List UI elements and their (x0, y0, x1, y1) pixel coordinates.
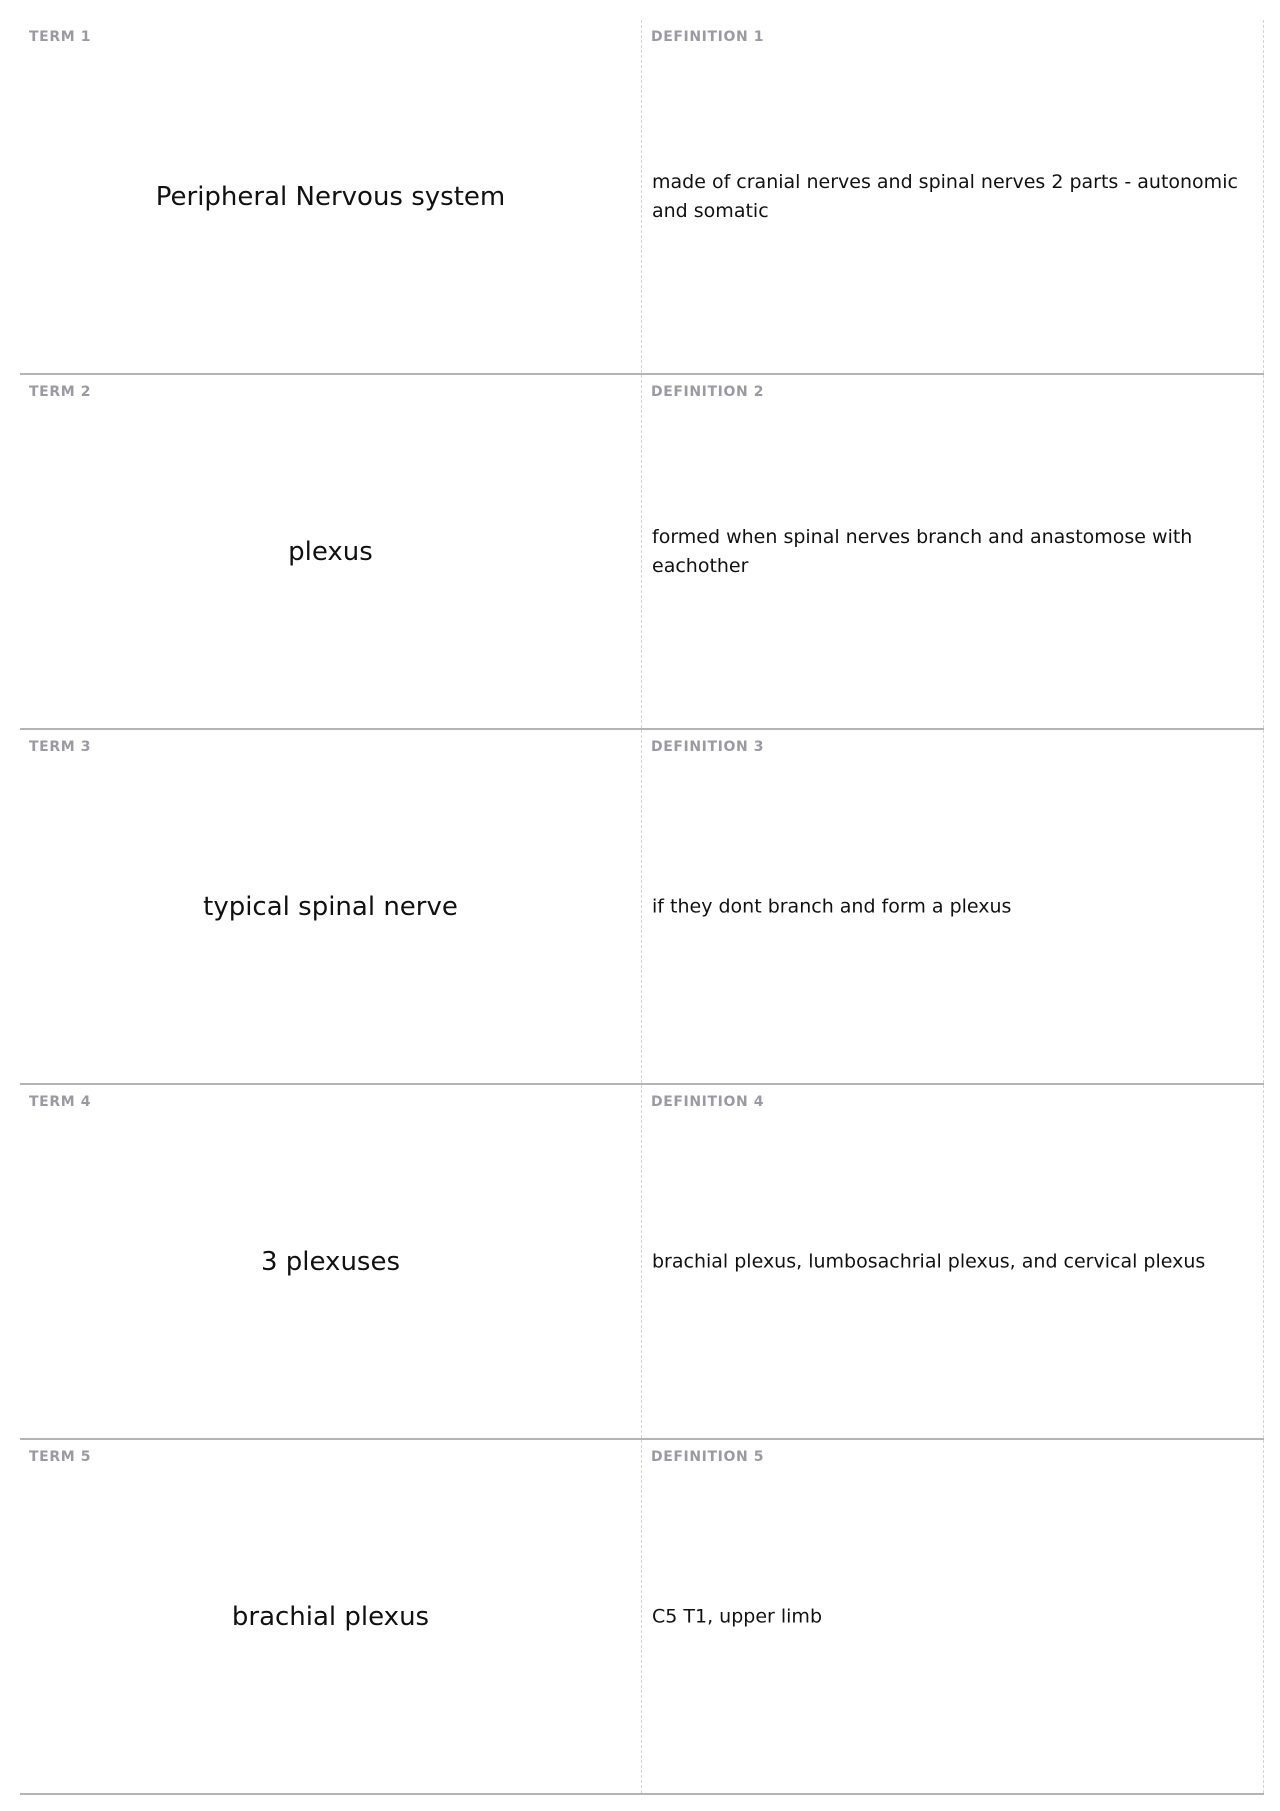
card-row-5 (20, 1440, 1264, 1795)
term-label: TERM 4 (29, 1094, 92, 1110)
card-row-1 (20, 20, 1264, 375)
definition-cell (642, 20, 1264, 373)
term-label: TERM 2 (29, 384, 92, 400)
term-text: brachial plexus (231, 1601, 430, 1632)
card-row-2 (20, 375, 1264, 730)
definition-text: C5 T1, upper limb (652, 1605, 822, 1627)
card-row-3 (20, 730, 1264, 1085)
definition-cell (642, 1440, 1264, 1793)
definition-cell (642, 730, 1264, 1083)
term-cell (20, 1440, 642, 1793)
term-text: plexus (288, 536, 373, 567)
definition-text: formed when spinal nerves branch and anastomose with eachother (652, 525, 1193, 577)
term-cell (20, 375, 642, 728)
term-label: TERM 5 (29, 1449, 92, 1465)
term-text: Peripheral Nervous system (155, 181, 506, 212)
definition-label: DEFINITION 2 (651, 384, 765, 400)
term-cell (20, 20, 642, 373)
card-row-4 (20, 1085, 1264, 1440)
term-cell (20, 730, 642, 1083)
definition-text: if they dont branch and form a plexus (652, 895, 1012, 917)
definition-cell (642, 375, 1264, 728)
term-label: TERM 3 (29, 739, 92, 755)
definition-label: DEFINITION 3 (651, 739, 765, 755)
definition-text: made of cranial nerves and spinal nerves 2 parts - autonomic and somatic (652, 170, 1238, 222)
definition-cell (642, 1085, 1264, 1438)
flashcard-sheet (20, 20, 1264, 1795)
definition-label: DEFINITION 1 (651, 29, 765, 45)
term-text: typical spinal nerve (203, 891, 458, 922)
term-label: TERM 1 (29, 29, 92, 45)
term-cell (20, 1085, 642, 1438)
definition-label: DEFINITION 4 (651, 1094, 765, 1110)
term-text: 3 plexuses (260, 1246, 401, 1277)
definition-text: brachial plexus, lumbosachrial plexus, and cervical plexus (652, 1250, 1206, 1272)
definition-label: DEFINITION 5 (651, 1449, 765, 1465)
